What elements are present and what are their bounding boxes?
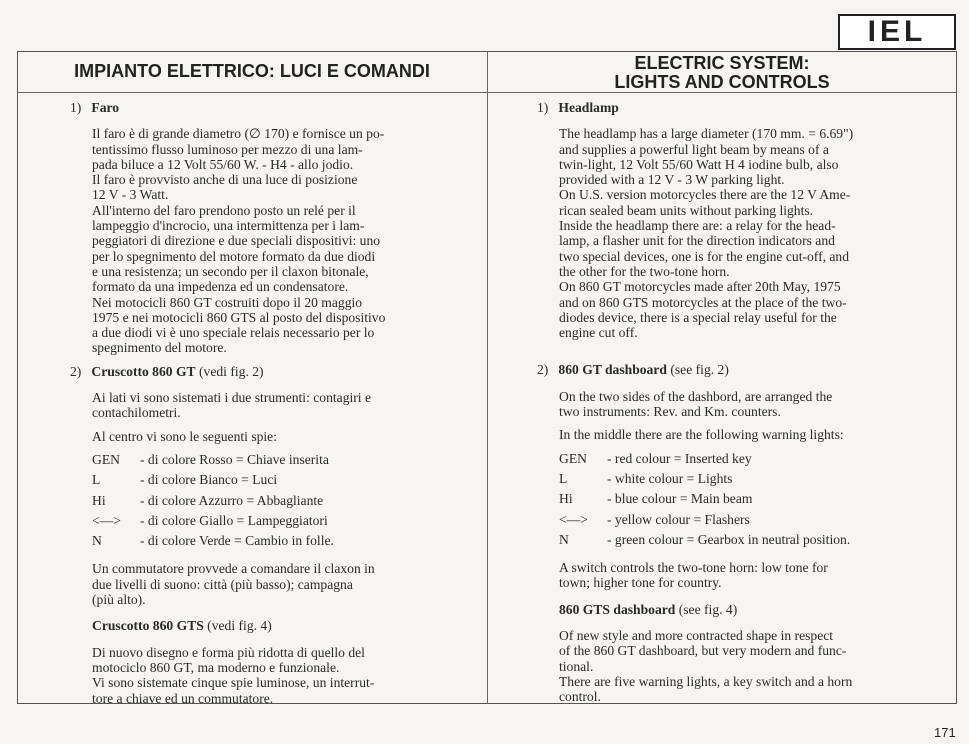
right-s1-line: The headlamp has a large diameter (170 mm. = 6.69") [559, 126, 854, 142]
left-s2-body [70, 390, 448, 706]
warning-light-description: - red colour = Inserted key [607, 450, 752, 466]
left-s1-line: Nei motocicli 860 GT costruiti dopo il 20 maggio [92, 294, 363, 310]
right-s2-number: 2) [537, 362, 549, 378]
left-s1-line: Il faro è provvisto anche di una luce di posizione [92, 172, 358, 188]
left-s2-line: contachilometri. [92, 405, 181, 421]
right-s2-ref: (see fig. 2) [666, 362, 729, 378]
left-s1-line: Il faro è di grande diametro (∅ 170) e fornisce un po- [92, 126, 385, 142]
warning-light-code: <—> [559, 511, 588, 527]
right-s1-line: engine cut off. [559, 325, 638, 341]
right-s2-line: town; higher tone for country. [559, 575, 722, 591]
left-warning-lights [92, 452, 448, 548]
right-warning-light-row [559, 532, 917, 547]
right-warning-lights [559, 451, 917, 547]
right-s1-line: and supplies a powerful light beam by means of a [559, 141, 829, 157]
right-s3-heading: 860 GTS dashboard [559, 601, 676, 617]
left-s1-line: spegnimento del motore. [92, 340, 227, 356]
warning-light-description: - blue colour = Main beam [607, 491, 753, 507]
right-s1-line: On U.S. version motorcycles there are the 12 V Ame- [559, 187, 851, 203]
warning-light-code: Hi [92, 492, 106, 508]
right-s1-line: twin-light, 12 Volt 55/60 Watt H 4 iodine bulb, also [559, 156, 839, 172]
left-s2-number: 2) [70, 363, 82, 379]
right-s1-heading: Headlamp [558, 100, 619, 115]
right-s2-line: two instruments: Rev. and Km. counters. [559, 404, 781, 420]
left-s2-line: due livelli di suono: città (più basso); campagna [92, 576, 353, 592]
right-title-line-2: LIGHTS AND CONTROLS [614, 72, 830, 92]
left-warning-light-row [92, 493, 448, 508]
left-s2-intro: Al centro vi sono le seguenti spie: [92, 428, 277, 444]
warning-light-description: - di colore Giallo = Lampeggiatori [140, 512, 328, 528]
left-s1-heading: Faro [91, 100, 120, 115]
right-title-line-1: ELECTRIC SYSTEM: [634, 53, 810, 73]
left-s1-line: a due diodi vi è uno speciale relais necessario per lo [92, 325, 375, 341]
right-column [537, 100, 917, 705]
left-s3-ref: (vedi fig. 4) [203, 618, 272, 634]
left-s2-line: Ai lati vi sono sistemati i due strumenti: contagiri e [92, 390, 372, 406]
warning-light-code: GEN [92, 451, 120, 467]
left-s3-heading: Cruscotto 860 GTS [92, 618, 204, 634]
right-s3-line: Of new style and more contracted shape in respect [559, 628, 834, 644]
left-warning-light-row [92, 452, 448, 467]
warning-light-description: - yellow colour = Flashers [607, 511, 750, 527]
left-s1-line: All'interno del faro prendono posto un relé per il [92, 202, 356, 218]
left-s2-line: Un commutatore provvede a comandare il claxon in [92, 561, 375, 577]
right-s1-line: rican sealed beam units without parking lights. [559, 202, 814, 218]
right-s1-line: two special devices, one is for the engine cut-off, and [559, 248, 850, 264]
right-s1-line: diodes device, there is a special relay useful for the [559, 309, 837, 325]
right-s3-line: control. [559, 689, 601, 705]
column-divider [487, 51, 488, 704]
right-warning-light-row [559, 451, 917, 466]
left-column [70, 100, 448, 706]
left-s2-heading: Cruscotto 860 GT [91, 363, 196, 379]
left-s1-line: peggiatori di direzione e due speciali dispositivi: uno [92, 233, 381, 249]
right-s1-line: lamp, a flasher unit for the direction indicators and [559, 233, 835, 249]
warning-light-description: - green colour = Gearbox in neutral position. [607, 531, 851, 547]
left-s1-line: 1975 e nei motocicli 860 GTS al posto del dispositivo [92, 309, 386, 325]
left-s1-body [70, 126, 448, 355]
left-warning-light-row [92, 513, 448, 528]
warning-light-code: N [92, 533, 102, 549]
left-warning-light-row [92, 533, 448, 548]
right-title [487, 54, 957, 92]
right-s2-body [537, 389, 917, 705]
right-s1-line: the other for the two-tone horn. [559, 263, 730, 279]
right-s2-line: On the two sides of the dashbord, are arranged the [559, 388, 833, 404]
left-s3-line: Vi sono sistemate cinque spie luminose, un interrut- [92, 675, 375, 691]
right-s3-ref: (see fig. 4) [675, 601, 738, 617]
warning-light-code: GEN [559, 450, 587, 466]
right-s3-line: of the 860 GT dashboard, but very modern and func- [559, 643, 847, 659]
page-number: 171 [934, 725, 956, 740]
warning-light-description: - di colore Rosso = Chiave inserita [140, 451, 329, 467]
left-s1-line: e una resistenza; un secondo per il claxon bitonale, [92, 263, 369, 279]
left-s1-line: tentissimo flusso luminoso per mezzo di una lam- [92, 141, 363, 157]
right-s1-body [537, 126, 917, 340]
left-s3-line: Di nuovo disegno e forma più ridotta di quello del [92, 644, 365, 660]
left-s3-line: motociclo 860 GT, ma moderno e funzionale. [92, 659, 340, 675]
right-s1-line: On 860 GT motorcycles made after 20th May, 1975 [559, 279, 841, 295]
right-s1-number: 1) [537, 100, 549, 115]
right-s2-intro: In the middle there are the following warning lights: [559, 427, 844, 443]
right-s1-line: Inside the headlamp there are: a relay for the head- [559, 218, 836, 234]
warning-light-code: L [92, 472, 101, 488]
warning-light-code: <—> [92, 512, 121, 528]
left-warning-light-row [92, 472, 448, 487]
right-s2-heading: 860 GT dashboard [558, 362, 667, 378]
left-s1-line: per lo spegnimento del motore formato da due diodi [92, 248, 376, 264]
right-warning-light-row [559, 512, 917, 527]
warning-light-description: - di colore Bianco = Luci [140, 472, 278, 488]
warning-light-code: N [559, 531, 569, 547]
left-s1-line: formato da una impedenza ed un condensatore. [92, 279, 349, 295]
warning-light-description: - white colour = Lights [607, 470, 733, 486]
warning-light-description: - di colore Verde = Cambio in folle. [140, 533, 334, 549]
right-s1-line: provided with a 12 V - 3 W parking light. [559, 172, 785, 188]
section-badge: IEL [838, 14, 956, 50]
left-s2-line: (più alto). [92, 592, 146, 608]
left-s2-ref: (vedi fig. 2) [195, 363, 264, 379]
right-s1-line: and on 860 GTS motorcycles at the place of the two- [559, 294, 847, 310]
left-s1-line: 12 V - 3 Watt. [92, 187, 169, 203]
warning-light-description: - di colore Azzurro = Abbagliante [140, 492, 324, 508]
right-warning-light-row [559, 471, 917, 486]
right-header-rule [487, 92, 957, 93]
left-s1-line: lampeggio d'incrocio, una intermittenza per i lam- [92, 218, 365, 234]
right-s2-line: A switch controls the two-tone horn: low tone for [559, 560, 828, 576]
warning-light-code: L [559, 470, 568, 486]
right-s3-line: There are five warning lights, a key switch and a horn [559, 673, 853, 689]
right-warning-light-row [559, 491, 917, 506]
left-s1-line: pada biluce a 12 Volt 55/60 W. - H4 - allo jodio. [92, 156, 354, 172]
left-s1-number: 1) [70, 100, 82, 115]
left-s3-line: tore a chiave ed un commutatore. [92, 690, 274, 706]
right-s3-line: tional. [559, 658, 594, 674]
left-header-rule [17, 92, 487, 93]
warning-light-code: Hi [559, 491, 573, 507]
left-title: IMPIANTO ELETTRICO: LUCI E COMANDI [74, 61, 430, 81]
